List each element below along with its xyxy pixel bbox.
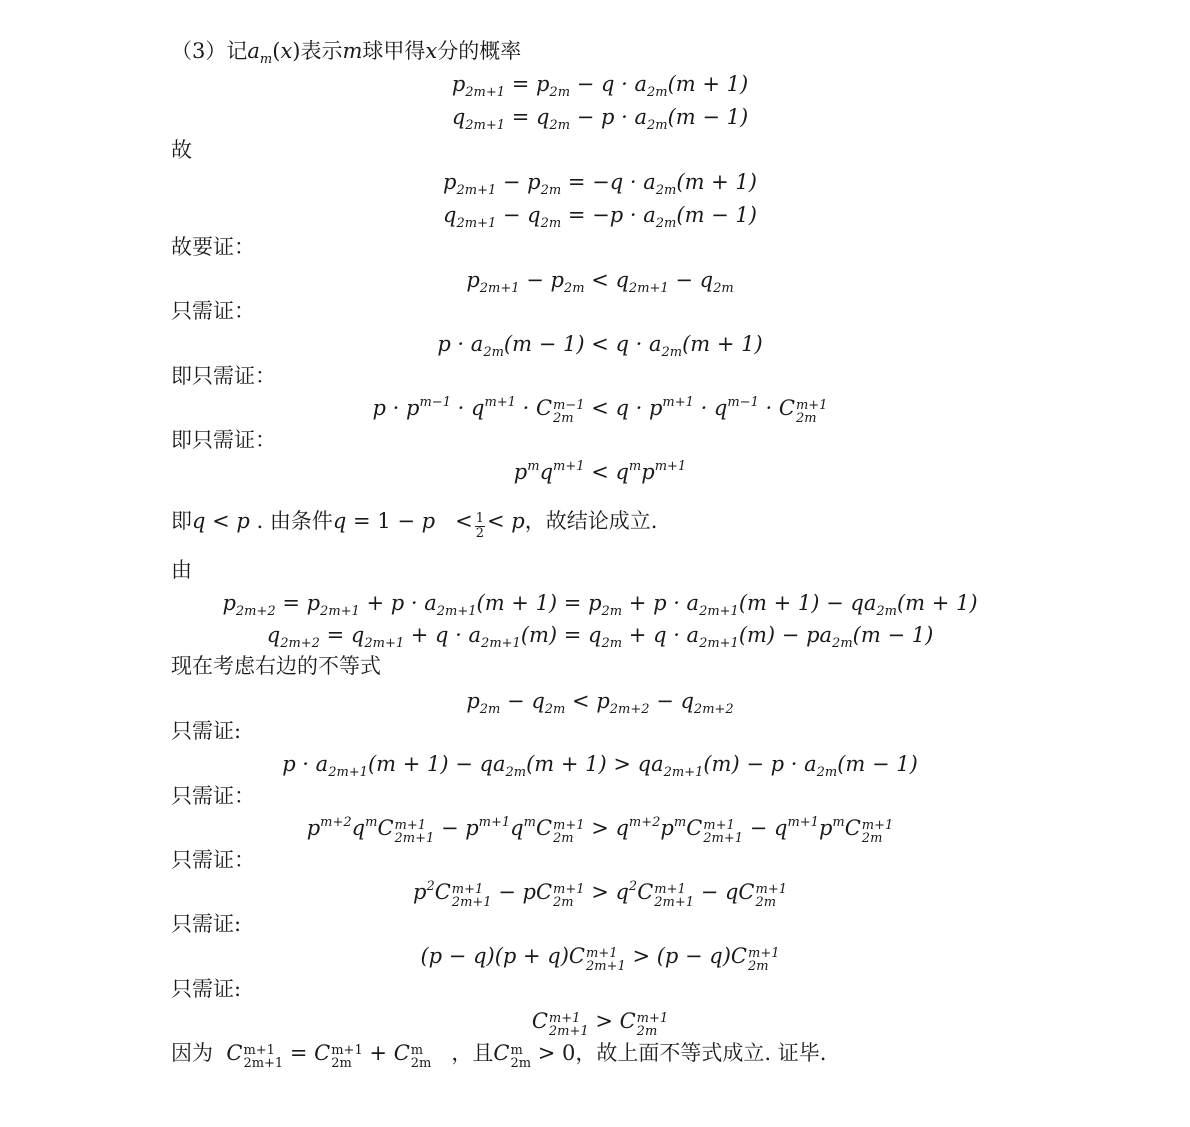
text-line: 由 — [171, 558, 192, 582]
text-part: ，故结论成立. — [524, 509, 658, 533]
text-line: 故 — [171, 138, 192, 162]
equation: (p − q)(p + q)C m+1 2m+1 > (p − q)C m+1 2m — [420, 944, 780, 974]
text-part: 球甲得 — [362, 39, 426, 63]
equation: $p_{2m} - q_{2m} < p_{2m+2} - q_{2m+2}$ — [466, 689, 734, 717]
equation: $p \cdot a_{2m+1}(m + 1) - qa_{2m}(m + 1) > qa_{2m+1}(m) - p \cdot a_{2m}(m - 1)$ — [282, 752, 918, 780]
text-line: 只需证: — [171, 912, 242, 936]
text-line-final: 因为 C m+1 2m+1 = C m+1 2m + C m 2m ，且C m 2m > 0，故上面不等式成立. 证毕. — [171, 1041, 827, 1071]
equation: $p^mq^{m+1} < q^mp^{m+1}$ — [513, 459, 687, 484]
text-line-conclusion: 即q < p . 由条件q = 1 − p < $\frac{1}{2}$ < p，故结论成立. — [171, 509, 658, 541]
text-line: 只需证: — [171, 977, 242, 1001]
equation: $p_{2m+1} = p_{2m} - q \cdot a_{2m}(m + 1)$ — [451, 72, 749, 100]
text-line: 现在考虑右边的不等式 — [171, 654, 381, 678]
equation: $q_{2m+1} = q_{2m} - p \cdot a_{2m}(m - 1)$ — [451, 105, 749, 133]
equation: $q_{2m+1} - q_{2m} = -p \cdot a_{2m}(m - 1)$ — [443, 203, 757, 231]
equation: $p_{2m+2} = p_{2m+1} + p \cdot a_{2m+1}(m + 1) = p_{2m} + p \cdot a_{2m+1}(m + 1) - qa_{2m}(m + 1)$ — [222, 591, 978, 619]
text-line: 故要证： — [171, 235, 255, 259]
equation: $p_{2m+1} - p_{2m} = -q \cdot a_{2m}(m + 1)$ — [443, 170, 757, 198]
text-part: （3）记 — [171, 39, 248, 63]
equation: $p^2C$ m+1 2m+1 − pC m+1 2m > $q^2C$ m+1 2m+1 − qC m+1 2m — [412, 879, 788, 910]
text-line: 即只需证： — [171, 364, 276, 388]
text-line: 只需证： — [171, 784, 255, 808]
equation: $p^{m+2}q^mC$ m+1 2m+1 − $p^{m+1}q^mC$ m+1 2m > $q^{m+2}p^mC$ m+1 2m+1 − $q^{m+1}p^mC$ m+1 2m — [306, 815, 894, 846]
equation: C m+1 2m+1 > C m+1 2m — [531, 1009, 669, 1039]
equation: $p \cdot p^{m-1} \cdot q^{m+1} \cdot C$ m−1 2m < $q \cdot p^{m+1} \cdot q^{m-1} \cdot C$ m+1 2m — [372, 395, 828, 426]
text-part: 分的概率 — [437, 39, 522, 63]
text-line: 即只需证： — [171, 428, 276, 452]
text-part: 表示 — [300, 39, 343, 63]
text-line-definition: （3）记$a_m(x)$表示m球甲得x分的概率 — [171, 39, 522, 67]
text-part: ，故上面不等式成立. 证毕. — [575, 1041, 827, 1065]
equation: $q_{2m+2} = q_{2m+1} + q \cdot a_{2m+1}(m) = q_{2m} + q \cdot a_{2m+1}(m) - pa_{2m}(m - 1)$ — [266, 623, 934, 651]
text-part: ，且 — [451, 1041, 494, 1065]
text-part: . 由条件 — [256, 509, 333, 533]
equation: $p \cdot a_{2m}(m - 1) < q \cdot a_{2m}(m + 1)$ — [437, 332, 763, 360]
text-part: 因为 — [171, 1041, 213, 1065]
text-line: 只需证: — [171, 719, 242, 743]
equation: $p_{2m+1} - p_{2m} < q_{2m+1} - q_{2m}$ — [466, 268, 734, 296]
text-line: 只需证： — [171, 848, 255, 872]
text-part: 即 — [171, 509, 192, 533]
text-line: 只需证： — [171, 299, 255, 323]
